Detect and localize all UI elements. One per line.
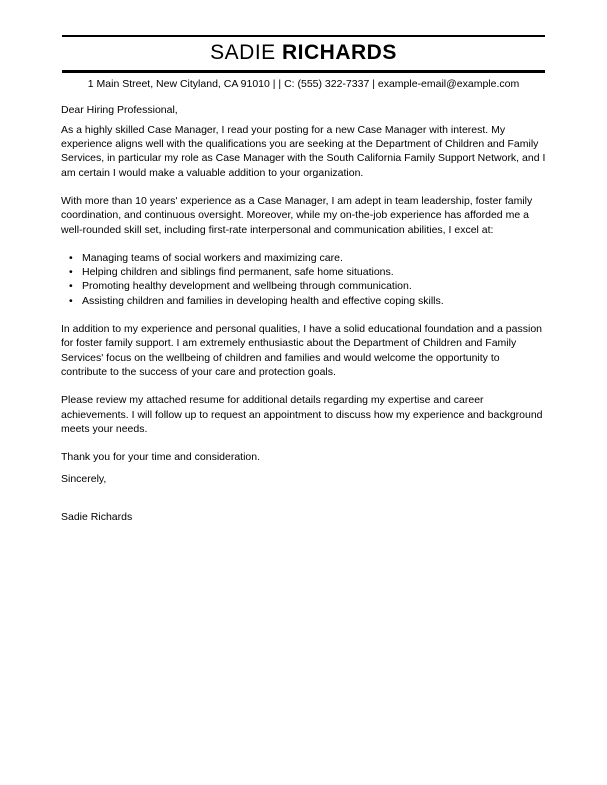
signature-name: Sadie Richards [61,510,133,523]
followup-paragraph: Please review my attached resume for additional details regarding my expertise and career achievements. I will follow up to request an appointment to discuss how my experience and background meets your needs. [61,394,543,435]
bullet-dot-icon: • [69,251,73,264]
education-paragraph: In addition to my experience and personal qualities, I have a solid educational foundation and a passion for foster family support. I am extremely enthusiastic about the Department of Children and Family Services' focus on the wellbeing of children and families and would welcome the opportunity to contribute to the success of your care and protection goals. [61,323,542,378]
list-item-text: Assisting children and families in developing health and effective coping skills. [82,294,444,307]
letter-header [62,35,545,90]
header-top-rule [62,35,545,37]
list-item-text: Helping children and siblings find permanent, safe home situations. [82,266,394,279]
candidate-last-name: RICHARDS [282,41,397,64]
list-item-text: Managing teams of social workers and maximizing care. [82,251,343,264]
header-bottom-rule [62,70,545,73]
list-item [61,265,547,279]
contact-line: 1 Main Street, New Cityland, CA 91010 | | C: (555) 322-7337 | example-email@example.com [87,77,520,90]
list-item [61,279,547,293]
thanks-line: Thank you for your time and consideration. [61,451,261,464]
candidate-first-name: SADIE [210,41,276,64]
skills-paragraph: With more than 10 years' experience as a Case Manager, I am adept in team leadership, foster family coordination, and continuous oversight. Moreover, while my on-the-job experience has afforded me a well-rounded skill set, including first-rate interpersonal and communication abilities, I excel at: [61,194,533,236]
list-item [61,294,547,308]
candidate-name [62,40,545,66]
intro-paragraph: As a highly skilled Case Manager, I read your posting for a new Case Manager with interest. My experience aligns well with the qualifications you are seeking at the Department of Children and Family Services, in particular my role as Case Manager with the South California Family Support Network, and I am certain I would make a valuable addition to your organization. [61,123,546,179]
letter-body [61,103,547,525]
list-item [61,251,547,265]
salutation: Dear Hiring Professional, [61,103,178,116]
skills-list [61,251,547,308]
bullet-dot-icon: • [69,266,73,279]
bullet-dot-icon: • [69,280,73,293]
bullet-dot-icon: • [69,294,73,307]
list-item-text: Promoting healthy development and wellbeing through communication. [82,280,412,293]
valediction: Sincerely, [61,473,107,486]
